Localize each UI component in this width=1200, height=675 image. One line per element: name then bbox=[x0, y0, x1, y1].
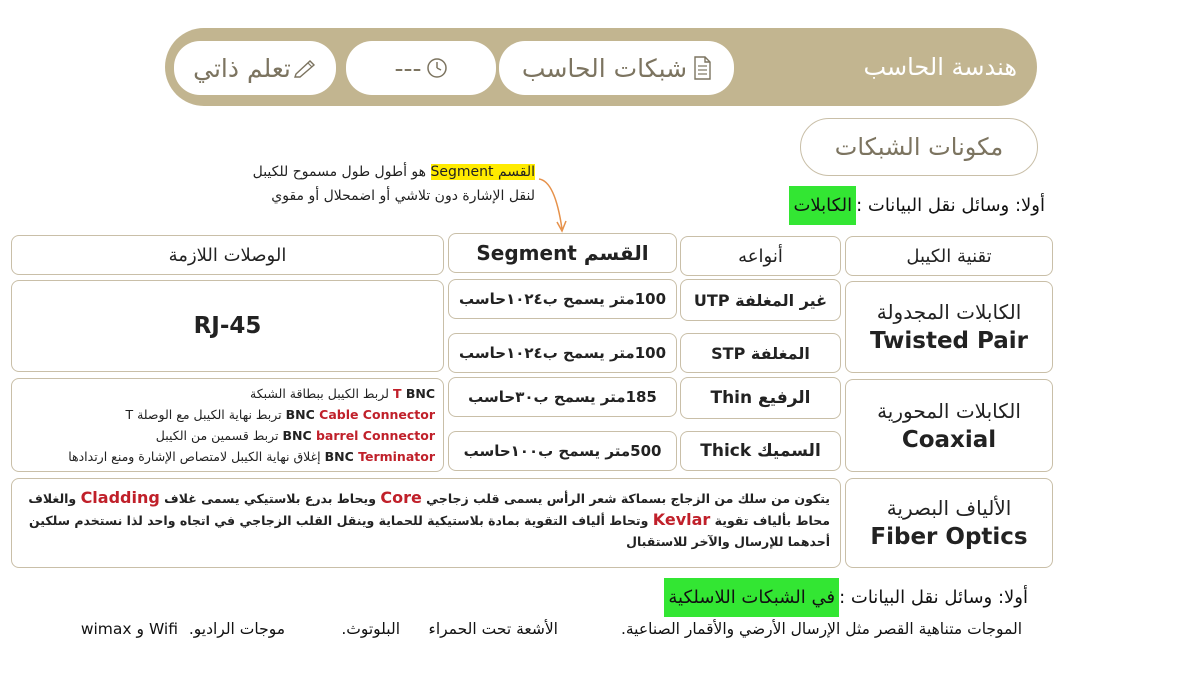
header-segment: القسم Segment bbox=[448, 233, 677, 273]
note-line-2: لنقل الإشارة دون تلاشي أو اضمحلال أو مقوي bbox=[271, 188, 535, 204]
connector-t-desc: لربط الكيبل ببطاقة الشبكة bbox=[250, 386, 393, 401]
coaxial-connectors bbox=[11, 378, 444, 472]
wireless-bluetooth: البلوتوث. bbox=[341, 620, 400, 638]
connector-barrel-red: barrel Connector bbox=[315, 428, 435, 443]
self-learning-label: تعلم ذاتي bbox=[193, 53, 291, 83]
connector-barrel-desc: تربط قسمين من الكيبل bbox=[155, 428, 283, 443]
header-connectors: الوصلات اللازمة bbox=[11, 235, 444, 275]
connector-t bbox=[250, 383, 435, 404]
header-tech: تقنية الكيبل bbox=[845, 236, 1053, 276]
course-pill[interactable] bbox=[499, 41, 734, 95]
fiber-p3: والغلاف محاط بألياف تقوية bbox=[28, 491, 830, 528]
connector-cable-black: BNC bbox=[285, 407, 320, 422]
header-title: هندسة الحاسب bbox=[863, 53, 1017, 81]
connector-terminator bbox=[68, 446, 435, 467]
duration-pill[interactable] bbox=[346, 41, 496, 95]
coaxial-name-ar: الكابلات المحورية bbox=[877, 398, 1021, 423]
wired-highlight: الكابلات bbox=[789, 186, 856, 225]
connector-cable-red: Cable Connector bbox=[319, 407, 435, 422]
course-label: شبكات الحاسب bbox=[521, 53, 688, 83]
note-line-1-rest: هو أطول طول مسموح للكيبل bbox=[252, 164, 431, 180]
connector-barrel bbox=[156, 425, 435, 446]
fiber-core: Core bbox=[380, 488, 422, 507]
thin-segment: 185متر يسمح ب٣٠حاسب bbox=[448, 377, 677, 417]
wireless-radio: موجات الراديو. bbox=[188, 620, 285, 638]
stp-segment: 100متر يسمح ب١٠٢٤حاسب bbox=[448, 333, 677, 373]
connector-term-desc: إغلاق نهاية الكيبل لامتصاص الإشارة ومنع ارتدادها bbox=[68, 449, 325, 464]
utp-type: غير المغلفة UTP bbox=[680, 279, 841, 321]
wireless-heading bbox=[664, 576, 1028, 618]
connector-term-black: BNC bbox=[324, 449, 359, 464]
connector-cable bbox=[125, 404, 435, 425]
stp-type: المغلفة STP bbox=[680, 333, 841, 373]
note-line-1 bbox=[235, 160, 535, 184]
connector-t-black: BNC bbox=[401, 386, 435, 401]
utp-segment: 100متر يسمح ب١٠٢٤حاسب bbox=[448, 279, 677, 319]
connector-cable-desc: تربط نهاية الكيبل مع الوصلة T bbox=[125, 407, 286, 422]
header-band bbox=[165, 28, 1037, 106]
fiber-cladding: Cladding bbox=[80, 488, 160, 507]
wireless-highlight: في الشبكات اللاسلكية bbox=[664, 578, 839, 617]
section-title: مكونات الشبكات bbox=[800, 118, 1038, 176]
twisted-name bbox=[845, 281, 1053, 373]
pen-icon bbox=[293, 58, 317, 78]
timer-icon bbox=[426, 57, 448, 79]
thick-type: السميك Thick bbox=[680, 431, 841, 471]
coaxial-name-en: Coaxial bbox=[901, 426, 997, 453]
coaxial-name bbox=[845, 379, 1053, 472]
twisted-connector: RJ-45 bbox=[11, 280, 444, 372]
header-types: أنواعه bbox=[680, 236, 841, 276]
fiber-text bbox=[22, 487, 830, 552]
note-arrow bbox=[535, 165, 575, 235]
wired-prefix: أولا: وسائل نقل البيانات : bbox=[856, 194, 1045, 216]
twisted-name-en: Twisted Pair bbox=[869, 328, 1029, 354]
note-segment-highlight: القسم Segment bbox=[430, 164, 535, 180]
fiber-description bbox=[11, 478, 841, 568]
self-learning-pill[interactable] bbox=[174, 41, 336, 95]
thin-type: الرفيع Thin bbox=[680, 377, 841, 419]
connector-barrel-black: BNC bbox=[282, 428, 316, 443]
wireless-infrared: الأشعة تحت الحمراء bbox=[428, 620, 558, 638]
connector-term-red: Terminator bbox=[358, 449, 435, 464]
wireless-wifi: Wifi و wimax bbox=[80, 620, 178, 638]
fiber-name-en: Fiber Optics bbox=[870, 524, 1028, 550]
fiber-p1: يتكون من سلك من الزجاج بسماكة شعر الرأس يسمى قلب زجاجي bbox=[421, 491, 830, 506]
twisted-name-ar: الكابلات المجدولة bbox=[876, 300, 1022, 324]
segment-note bbox=[235, 160, 535, 208]
duration-label: --- bbox=[394, 53, 422, 83]
thick-segment: 500متر يسمح ب١٠٠حاسب bbox=[448, 431, 677, 471]
connector-t-red: T bbox=[392, 386, 402, 401]
wireless-prefix: أولا: وسائل نقل البيانات : bbox=[839, 586, 1028, 608]
fiber-p4: وتحاط ألياف التقوية بمادة بلاستيكية للحماية وينقل القلب الزجاجي في اتجاه واحد لذا نستخدم سلكين أحدهما للإرسال والآخر للاستقبال bbox=[29, 513, 830, 549]
fiber-kevlar: Kevlar bbox=[652, 510, 711, 529]
fiber-p2: ويحاط بدرع بلاستيكي يسمى غلاف bbox=[159, 491, 381, 506]
wired-heading bbox=[789, 184, 1045, 226]
fiber-name bbox=[845, 478, 1053, 568]
fiber-name-ar: الألياف البصرية bbox=[886, 496, 1012, 520]
document-icon bbox=[693, 56, 711, 80]
wireless-microwave: الموجات متناهية القصر مثل الإرسال الأرضي والأقمار الصناعية. bbox=[620, 620, 1022, 638]
